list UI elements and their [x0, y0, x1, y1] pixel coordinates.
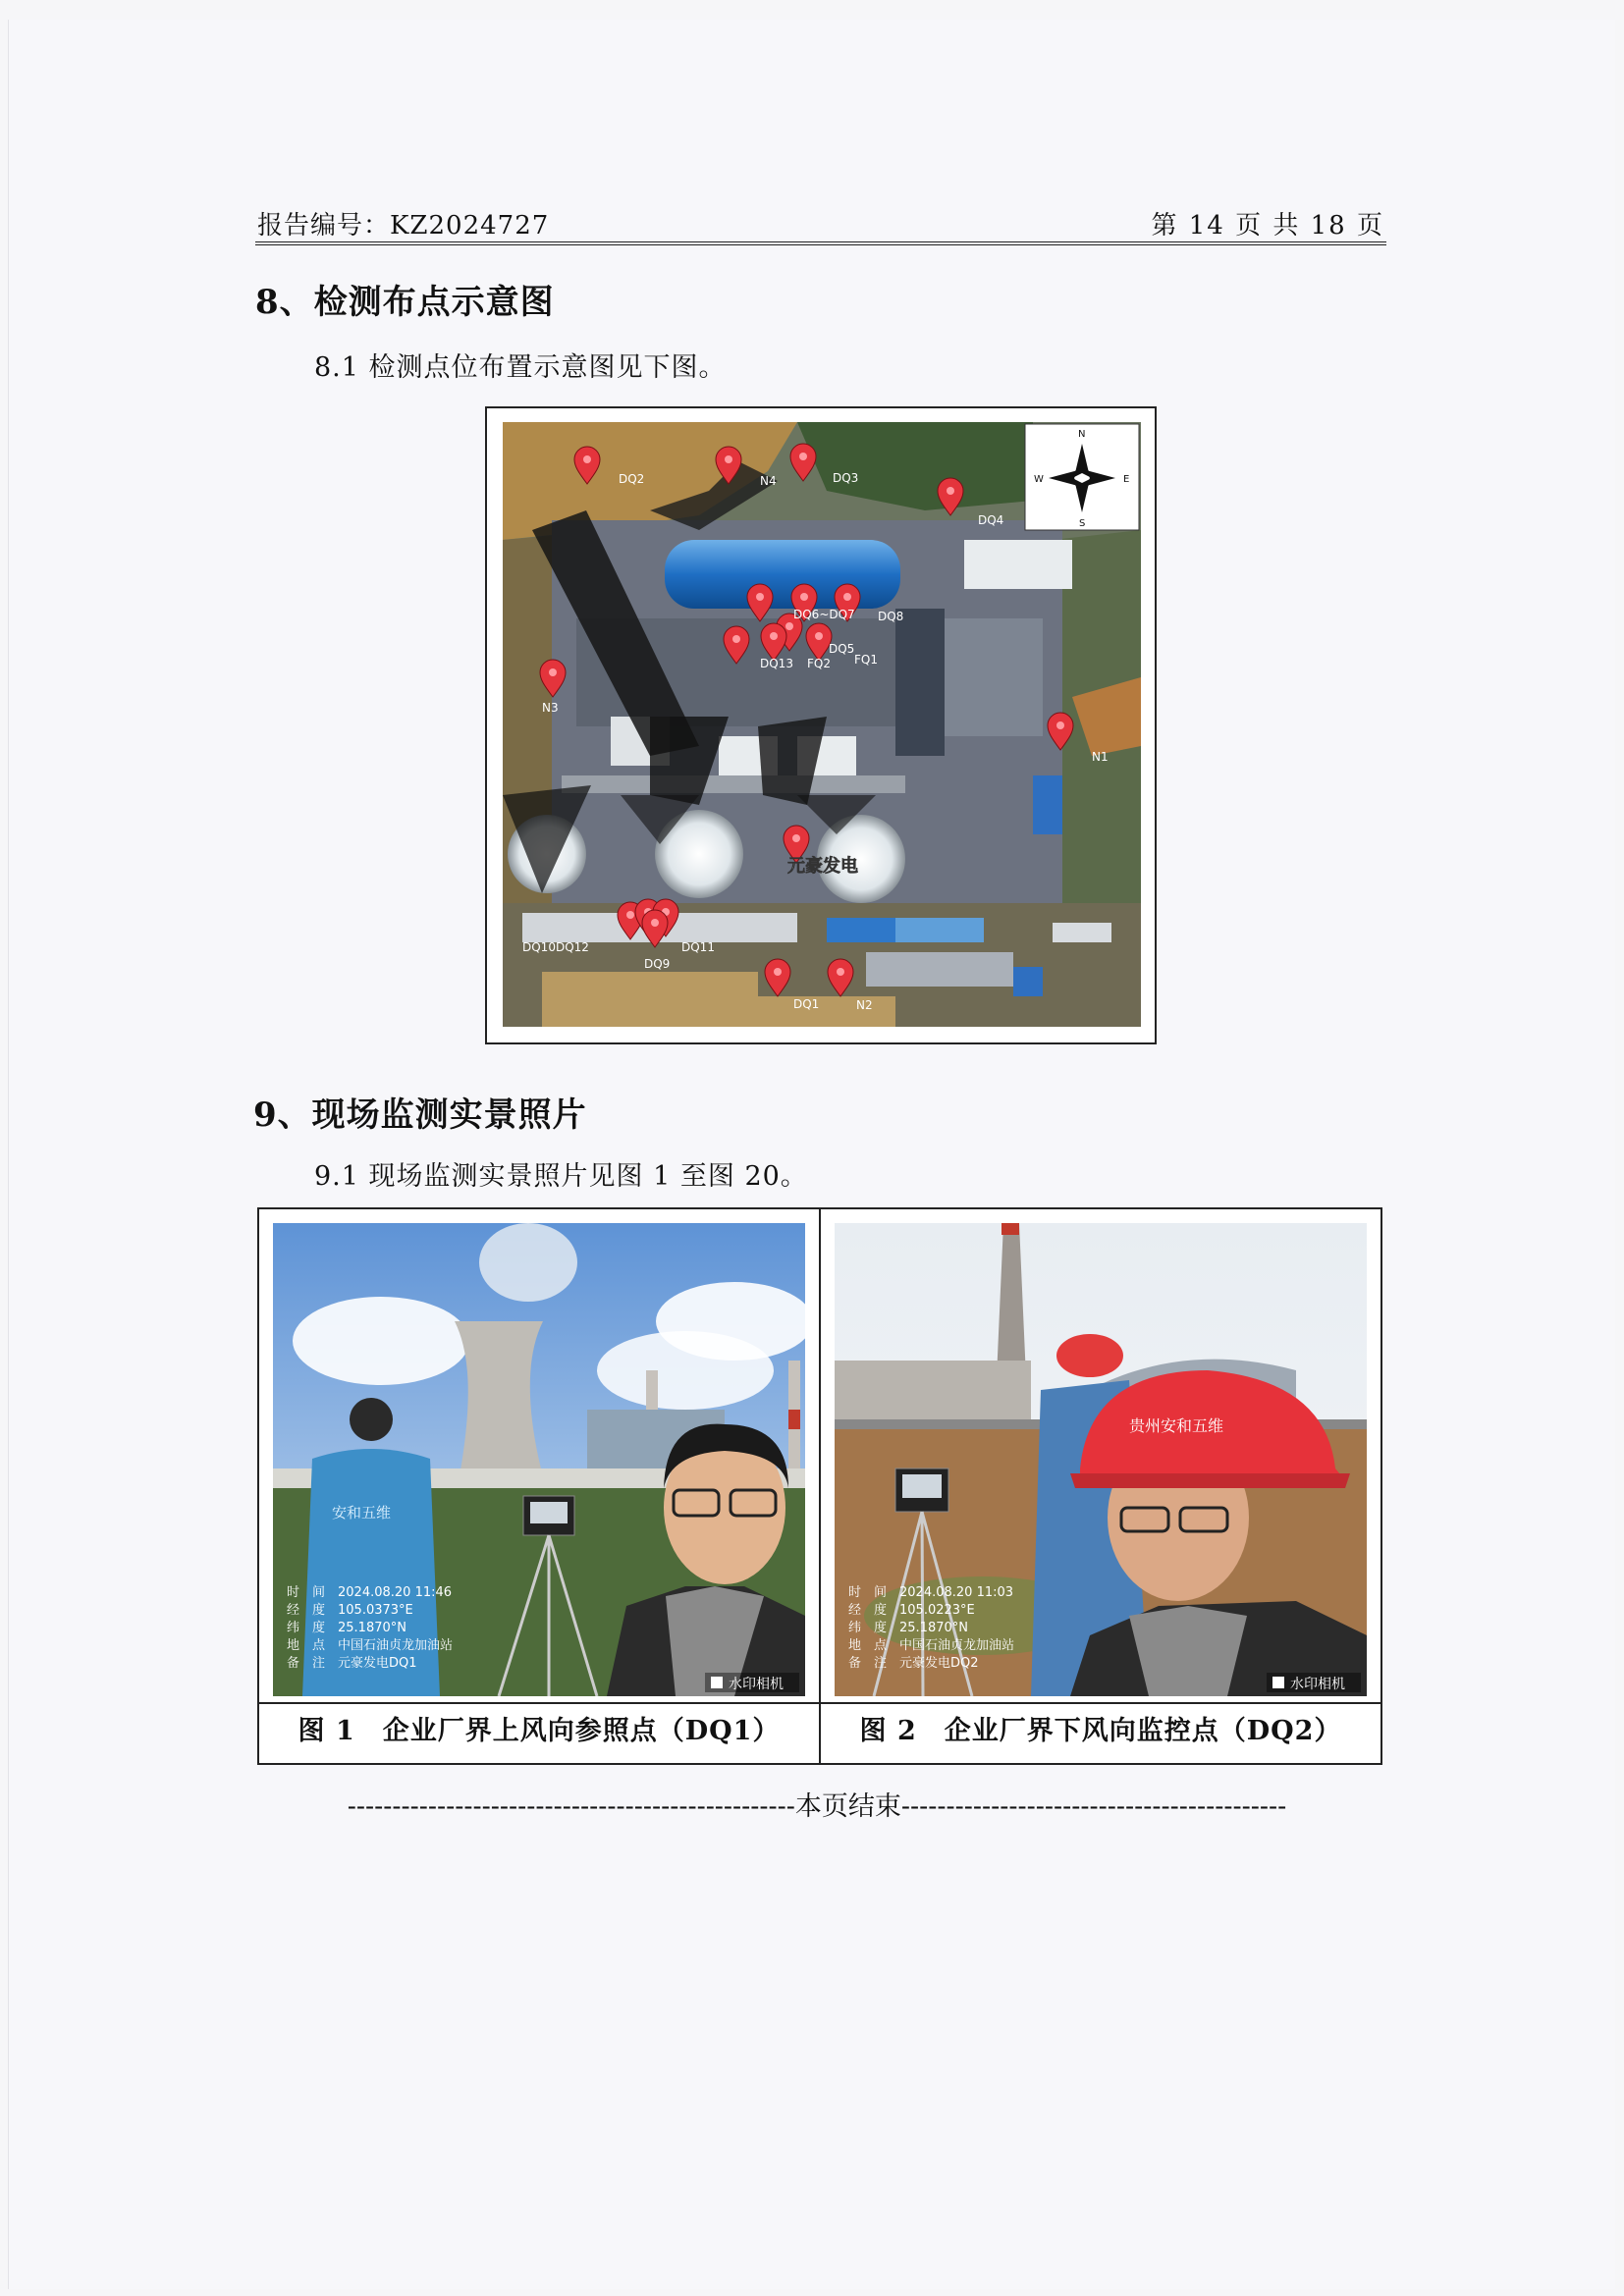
map-label-fq2: FQ2 — [807, 657, 831, 670]
compass-w: W — [1034, 474, 1044, 485]
photo1-overlay-lat: 纬 度 25.1870°N — [287, 1621, 406, 1635]
map-label-dq10-dq12: DQ10DQ12 — [522, 940, 589, 954]
table-divider — [259, 1702, 1380, 1704]
map-label-dq11: DQ11 — [681, 940, 715, 954]
table-divider — [819, 1209, 821, 1763]
page-end-marker: --------------------------------------------------本页结束------------------------------------------- — [347, 1791, 1287, 1822]
map-label-dq8: DQ8 — [878, 610, 904, 623]
page-number: 第 14 页 共 18 页 — [1151, 211, 1384, 240]
helmet-text: 贵州安和五维 — [1129, 1416, 1224, 1435]
map-label-dq13: DQ13 — [760, 657, 793, 670]
section-9-title: 9、现场监测实景照片 — [253, 1095, 587, 1135]
photo-dq2 — [835, 1223, 1367, 1696]
map-label-dq4: DQ4 — [978, 513, 1004, 527]
compass-s: S — [1079, 518, 1086, 529]
map-label-n4: N4 — [760, 474, 777, 488]
map-label-dq9: DQ9 — [644, 957, 671, 971]
section-9-text: 9.1 现场监测实景照片见图 1 至图 20。 — [314, 1161, 808, 1192]
map-label-dq6-dq7: DQ6~DQ7 — [793, 608, 855, 621]
photo2-overlay-remark: 备 注 元豪发电DQ2 — [848, 1656, 979, 1671]
map-label-n3: N3 — [542, 701, 559, 715]
map-label-dq1: DQ1 — [793, 997, 820, 1011]
photo-caption-1: 图 1 企业厂界上风向参照点（DQ1） — [298, 1716, 781, 1746]
report-number: 报告编号：KZ2024727 — [257, 211, 550, 240]
photo2-overlay-lon: 经 度 105.0223°E — [848, 1603, 975, 1618]
shirt-text: 安和五维 — [332, 1504, 392, 1522]
watermark-label: 水印相机 — [729, 1677, 784, 1692]
compass-n: N — [1078, 429, 1086, 440]
map-label-dq3: DQ3 — [833, 471, 859, 485]
photo-dq1 — [273, 1223, 805, 1696]
photo1-overlay-location: 地 点 中国石油贞龙加油站 — [287, 1638, 454, 1653]
satellite-map-image — [503, 422, 1141, 1027]
map-label-n2: N2 — [856, 998, 873, 1012]
photo1-overlay-lon: 经 度 105.0373°E — [287, 1603, 413, 1618]
photo1-overlay-remark: 备 注 元豪发电DQ1 — [287, 1656, 417, 1671]
photo2-overlay-location: 地 点 中国石油贞龙加油站 — [848, 1638, 1015, 1653]
section-8-title: 8、检测布点示意图 — [255, 283, 555, 322]
watermark-label: 水印相机 — [1290, 1677, 1345, 1692]
photo-caption-2: 图 2 企业厂界下风向监控点（DQ2） — [859, 1716, 1342, 1746]
section-8-text: 8.1 检测点位布置示意图见下图。 — [314, 352, 727, 383]
photo-table — [257, 1207, 1382, 1765]
photo1-overlay-time: 时 间 2024.08.20 11:46 — [287, 1585, 453, 1600]
camera-icon — [1272, 1677, 1284, 1688]
photo2-overlay-time: 时 间 2024.08.20 11:03 — [848, 1585, 1014, 1600]
compass-e: E — [1123, 474, 1130, 485]
photo2-overlay-lat: 纬 度 25.1870°N — [848, 1621, 968, 1635]
map-label-plant: 元豪发电 — [787, 856, 858, 877]
page-sheet — [8, 20, 1615, 2289]
map-label-dq2: DQ2 — [619, 472, 645, 486]
monitoring-map — [485, 406, 1157, 1044]
map-label-dq5: DQ5 — [829, 642, 855, 656]
report-header — [255, 202, 1386, 245]
camera-icon — [711, 1677, 723, 1688]
map-label-n1: N1 — [1092, 750, 1109, 764]
map-label-fq1: FQ1 — [854, 653, 878, 667]
compass-rose — [1025, 424, 1139, 530]
